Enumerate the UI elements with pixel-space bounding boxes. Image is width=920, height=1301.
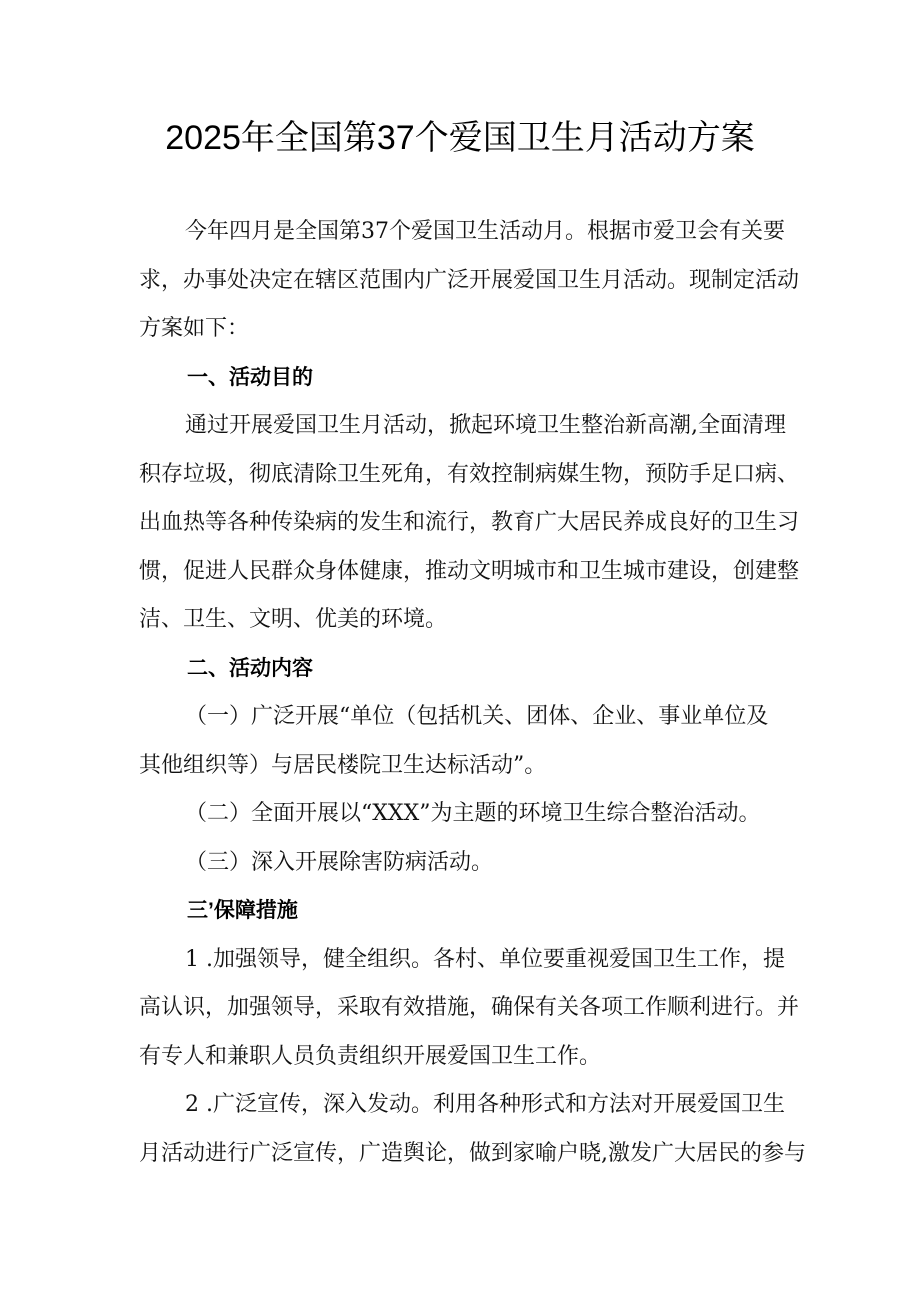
list-item xyxy=(139,839,809,888)
list-item xyxy=(139,693,809,790)
list-item-line: 高认识，加强领导，采取有效措施，确保有关各项工作顺利进行。并 xyxy=(139,995,800,1020)
list-item-line: 1 .加强领导，健全组织。各村、单位要重视爱国卫生工作，提 xyxy=(185,946,785,972)
section-activity-purpose xyxy=(139,354,809,645)
section-heading: 一、活动目的 xyxy=(187,365,313,389)
list-item-line: 有专人和兼职人员负责组织开展爱国卫生工作。 xyxy=(139,1043,602,1069)
section-heading: 二、活动内容 xyxy=(187,656,313,680)
document-title: 2025年全国第37个爱国卫生月活动方案 xyxy=(165,119,755,157)
intro-line: 求，办事处决定在辖区范围内广泛开展爱国卫生月活动。现制定活动 xyxy=(139,267,800,293)
paragraph-line: 出血热等各种传染病的发生和流行，教育广大居民养成良好的卫生习 xyxy=(139,510,800,535)
list-item-line: 其他组织等）与居民楼院卫生达标活动”。 xyxy=(139,752,547,778)
list-item xyxy=(139,936,809,1082)
paragraph-line: 通过开展爱国卫生月活动，掀起环境卫生整治新高潮,全面清理 xyxy=(185,413,786,438)
paragraph-line: 积存垃圾，彻底清除卫生死角，有效控制病媒生物，预防手足口病、 xyxy=(139,461,800,487)
intro-paragraph xyxy=(139,208,809,354)
list-item-line: （三）深入开展除害防病活动。 xyxy=(185,849,494,875)
list-item xyxy=(139,790,809,839)
intro-line: 方案如下： xyxy=(139,316,250,341)
paragraph-line: 惯，促进人民群众身体健康，推动文明城市和卫生城市建设，创建整 xyxy=(139,558,800,584)
section-heading: 三’保障措施 xyxy=(187,899,298,922)
list-item-line: 月活动进行广泛宣传，广造舆论，做到家喻户晓,激发广大居民的参与 xyxy=(139,1140,806,1166)
section-safeguard-measures xyxy=(139,887,809,1178)
intro-line: 今年四月是全国第37个爱国卫生活动月。根据市爱卫会有关要 xyxy=(185,219,785,244)
list-item-line: （二）全面开展以“XXX”为主题的环境卫生综合整治活动。 xyxy=(185,801,761,826)
paragraph-line: 洁、卫生、文明、优美的环境。 xyxy=(139,607,448,632)
document-body xyxy=(139,208,809,1178)
list-item xyxy=(139,1081,809,1178)
section-activity-content xyxy=(139,645,809,888)
list-item-line: 2 .广泛宣传，深入发动。利用各种形式和方法对开展爱国卫生 xyxy=(185,1092,785,1117)
list-item-line: （一）广泛开展“单位（包括机关、团体、企业、事业单位及 xyxy=(185,704,769,729)
